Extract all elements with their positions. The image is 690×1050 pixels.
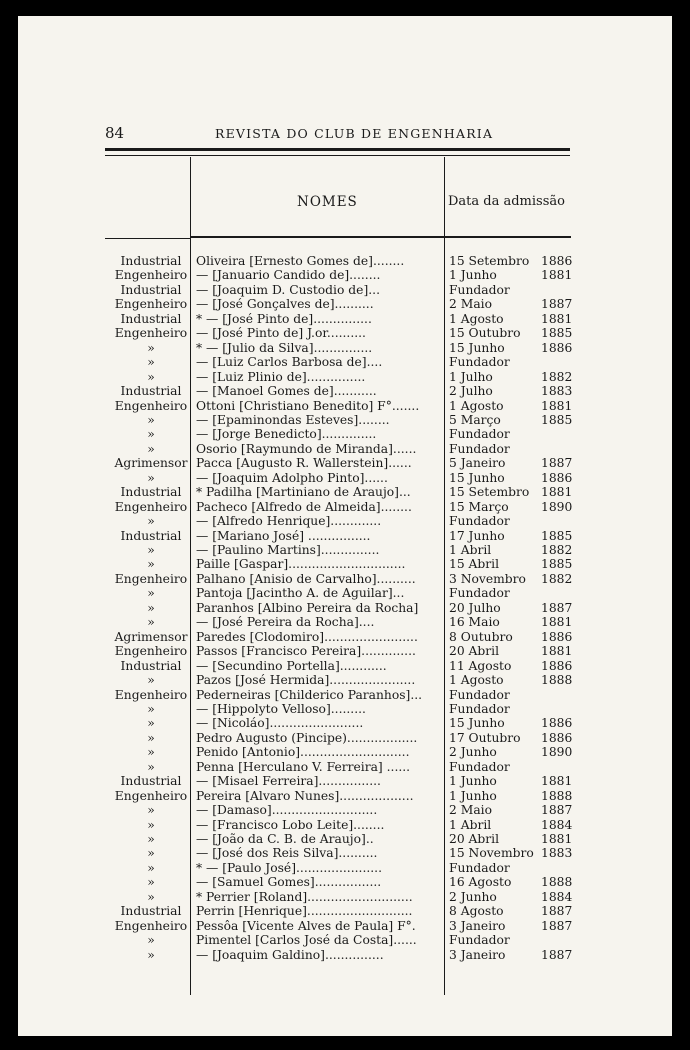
admission-year-cell: 1881 [541,398,573,413]
name-cell: Penna [Herculano V. Ferreira] ...... [196,759,411,774]
admission-date-cell: 3 Novembro [449,571,526,586]
name-cell: — [Luiz Plinio de]............... [196,369,366,384]
profession-cell: » [147,470,155,485]
profession-cell: » [147,557,155,572]
admission-date-cell: 1 Julho [449,369,493,384]
admission-year-cell: 1890 [541,745,573,760]
profession-cell: Engenheiro [114,644,188,659]
admission-date-cell: 20 Julho [449,600,501,615]
table-row [18,572,672,586]
table-row [18,731,672,745]
profession-cell: Industrial [120,311,182,326]
table-row [18,890,672,904]
name-cell: Paredes [Clodomiro]........................ [196,629,418,644]
profession-cell: Engenheiro [114,918,188,933]
table-row [18,644,672,658]
admission-year-cell: 1882 [541,571,573,586]
table-row [18,427,672,441]
admission-date-cell: 15 Junho [449,340,505,355]
profession-cell: Industrial [120,904,182,919]
profession-cell: » [147,543,155,557]
admission-year-cell: 1882 [541,543,573,557]
name-cell: — [José Pinto de] J.or.......... [196,326,366,341]
table-row [18,471,672,485]
admission-year-cell: 1884 [541,889,573,904]
name-cell: Pimentel [Carlos José da Costa]...... [196,933,417,948]
admission-date-cell: Fundador [449,282,510,297]
name-cell: — [João da C. B. de Araujo].. [196,832,374,846]
profession-cell: » [147,730,155,745]
admission-date-cell: 20 Abril [449,832,500,846]
admission-year-cell: 1886 [541,658,573,673]
admission-date-cell: 3 Janeiro [449,918,506,933]
name-cell: Palhano [Anisio de Carvalho].......... [196,571,416,586]
profession-cell: Agrimensor [114,629,188,644]
table-row [18,341,672,355]
table-top-rule-thick [105,148,570,151]
table-row [18,254,672,268]
admission-date-cell: 1 Agosto [449,398,504,413]
admission-year-cell: 1888 [541,788,573,803]
name-cell: — [Paulino Martins]............... [196,543,380,557]
profession-cell: Industrial [120,528,182,543]
admission-year-cell: 1887 [541,904,573,919]
admission-date-cell: 1 Junho [449,774,497,789]
admission-date-cell: 16 Maio [449,615,500,630]
name-cell: — [Samuel Gomes]................. [196,875,382,890]
profession-cell: » [147,759,155,774]
admission-date-cell: 3 Janeiro [449,947,506,962]
name-cell: — [Mariano José] ................ [196,528,371,543]
table-row [18,268,672,282]
admission-date-cell: 1 Abril [449,543,492,557]
profession-cell: Engenheiro [114,788,188,803]
admission-date-cell: 5 Março [449,412,501,427]
admission-year-cell: 1886 [541,716,573,731]
table-row [18,818,672,832]
profession-cell: Industrial [120,485,182,500]
table-row [18,919,672,933]
name-cell: — [Secundino Portella]............ [196,658,387,673]
name-cell: Perrin [Henrique]........................... [196,904,413,919]
table-row [18,948,672,962]
profession-cell: » [147,441,155,456]
name-cell: Osorio [Raymundo de Miranda]...... [196,441,417,456]
admission-date-cell: Fundador [449,586,510,601]
table-row [18,760,672,774]
column-header-admission: Data da admissão [448,194,565,209]
profession-cell: » [147,875,155,890]
table-row [18,630,672,644]
profession-cell: » [147,673,155,688]
profession-cell: Engenheiro [114,326,188,341]
admission-year-cell: 1887 [541,297,573,312]
table-row [18,384,672,398]
admission-year-cell: 1885 [541,412,573,427]
profession-cell: » [147,412,155,427]
table-row [18,543,672,557]
admission-year-cell: 1883 [541,384,573,399]
admission-year-cell: 1887 [541,600,573,615]
name-cell: Paranhos [Albino Pereira da Rocha] [196,600,419,615]
admission-date-cell: 1 Junho [449,788,497,803]
admission-date-cell: 17 Outubro [449,730,521,745]
profession-cell: » [147,832,155,846]
admission-year-cell: 1885 [541,528,573,543]
name-cell: — [José dos Reis Silva].......... [196,846,378,861]
admission-year-cell: 1886 [541,254,573,268]
admission-date-cell: 2 Junho [449,745,497,760]
name-cell: — [Damaso]........................... [196,803,378,818]
profession-cell: » [147,889,155,904]
name-cell: Pazos [José Hermida]...................... [196,673,416,688]
header-underline-left [105,238,190,239]
admission-date-cell: 2 Julho [449,384,493,399]
table-row [18,326,672,340]
profession-cell: Engenheiro [114,268,188,283]
table-row [18,370,672,384]
table-row [18,933,672,947]
admission-date-cell: Fundador [449,355,510,370]
profession-cell: Engenheiro [114,687,188,702]
name-cell: — [Misael Ferreira]................ [196,774,381,789]
name-cell: Oliveira [Ernesto Gomes de]........ [196,254,405,268]
profession-cell: Industrial [120,384,182,399]
admission-date-cell: Fundador [449,427,510,442]
admission-date-cell: 2 Junho [449,889,497,904]
admission-date-cell: 2 Maio [449,297,492,312]
table-row [18,312,672,326]
admission-year-cell: 1883 [541,846,573,861]
admission-year-cell: 1888 [541,673,573,688]
table-row [18,485,672,499]
admission-year-cell: 1881 [541,268,573,283]
admission-year-cell: 1887 [541,456,573,471]
name-cell: — [Epaminondas Esteves]........ [196,412,390,427]
admission-year-cell: 1887 [541,918,573,933]
name-cell: Passos [Francisco Pereira].............. [196,644,416,659]
admission-date-cell: 17 Junho [449,528,505,543]
name-cell: — [Manoel Gomes de]........... [196,384,377,399]
admission-year-cell: 1881 [541,644,573,659]
table-row [18,413,672,427]
admission-date-cell: 1 Agosto [449,311,504,326]
profession-cell: Engenheiro [114,499,188,514]
admission-year-cell: 1886 [541,730,573,745]
profession-cell: » [147,514,155,529]
name-cell: Pessôa [Vicente Alves de Paula] F°. [196,918,416,933]
name-cell: — [Hippolyto Velloso]......... [196,701,366,716]
table-row [18,904,672,918]
admission-date-cell: 11 Agosto [449,658,512,673]
name-cell: — [José Pereira da Rocha].... [196,615,375,630]
profession-cell: Engenheiro [114,297,188,312]
table-row [18,586,672,600]
admission-date-cell: 1 Agosto [449,673,504,688]
profession-cell: » [147,860,155,875]
table-row [18,355,672,369]
admission-date-cell: 1 Junho [449,268,497,283]
table-top-rule-thin [105,155,570,156]
table-row [18,283,672,297]
name-cell: — [José Gonçalves de].......... [196,297,374,312]
profession-cell: » [147,701,155,716]
name-cell: * — [Paulo José]...................... [196,860,382,875]
admission-year-cell: 1881 [541,311,573,326]
profession-cell: Industrial [120,282,182,297]
admission-year-cell: 1884 [541,817,573,832]
admission-date-cell: 2 Maio [449,803,492,818]
table-row [18,557,672,571]
admission-year-cell: 1885 [541,557,573,572]
name-cell: — [Jorge Benedicto].............. [196,427,377,442]
table-row [18,673,672,687]
admission-date-cell: 15 Outubro [449,326,521,341]
admission-year-cell: 1888 [541,875,573,890]
admission-year-cell: 1886 [541,629,573,644]
table-row [18,442,672,456]
admission-date-cell: 15 Abril [449,557,500,572]
name-cell: Pedro Augusto (Pincipe).................. [196,730,418,745]
profession-cell: » [147,427,155,442]
profession-cell: » [147,340,155,355]
profession-cell: » [147,369,155,384]
name-cell: * — [José Pinto de]............... [196,311,372,326]
admission-date-cell: 1 Abril [449,817,492,832]
admission-year-cell: 1885 [541,326,573,341]
table-row [18,500,672,514]
profession-cell: » [147,803,155,818]
admission-date-cell: 5 Janeiro [449,456,506,471]
table-row [18,529,672,543]
admission-date-cell: 16 Agosto [449,875,512,890]
profession-cell: » [147,716,155,731]
profession-cell: » [147,846,155,861]
page-number: 84 [105,124,125,142]
name-cell: — [Francisco Lobo Leite]........ [196,817,385,832]
name-cell: * Padilha [Martiniano de Araujo]... [196,485,411,500]
name-cell: Pederneiras [Childerico Paranhos]... [196,687,423,702]
table-row [18,399,672,413]
admission-date-cell: 15 Março [449,499,509,514]
profession-cell: » [147,817,155,832]
profession-cell: Industrial [120,774,182,789]
name-cell: — [Alfredo Henrique]............. [196,514,382,529]
admission-year-cell: 1881 [541,774,573,789]
admission-date-cell: Fundador [449,759,510,774]
admission-date-cell: Fundador [449,441,510,456]
table-row [18,774,672,788]
table-row [18,832,672,846]
column-header-names: NOMES [297,194,358,210]
profession-cell: » [147,615,155,630]
table-row [18,659,672,673]
admission-date-cell: Fundador [449,860,510,875]
name-cell: — [Joaquim D. Custodio de]... [196,282,380,297]
profession-cell: » [147,355,155,370]
admission-year-cell: 1886 [541,340,573,355]
name-cell: — [Joaquim Adolpho Pinto]...... [196,470,388,485]
table-row [18,688,672,702]
admission-year-cell: 1881 [541,832,573,846]
table-row [18,615,672,629]
table-row [18,514,672,528]
admission-year-cell: 1882 [541,369,573,384]
header-underline-right [191,236,571,238]
table-row [18,601,672,615]
admission-date-cell: Fundador [449,933,510,948]
table-row [18,716,672,730]
admission-year-cell: 1890 [541,499,573,514]
name-cell: Ottoni [Christiano Benedito] F°....... [196,398,420,413]
profession-cell: » [147,586,155,601]
profession-cell: Engenheiro [114,571,188,586]
table-row [18,789,672,803]
name-cell: — [Nicoláo]........................ [196,716,364,731]
table-row [18,875,672,889]
admission-year-cell: 1887 [541,947,573,962]
admission-year-cell: 1886 [541,470,573,485]
profession-cell: Industrial [120,254,182,268]
profession-cell: Engenheiro [114,398,188,413]
profession-cell: » [147,600,155,615]
table-row [18,846,672,860]
name-cell: Pacheco [Alfredo de Almeida]........ [196,499,412,514]
book-page [18,16,672,1036]
admission-date-cell: 15 Setembro [449,254,530,268]
admission-year-cell: 1881 [541,485,573,500]
table-row [18,297,672,311]
admission-date-cell: 15 Junho [449,470,505,485]
name-cell: Pantoja [Jacintho A. de Aguilar]... [196,586,405,601]
admission-year-cell: 1881 [541,615,573,630]
name-cell: — [Joaquim Galdino]............... [196,947,384,962]
admission-date-cell: Fundador [449,687,510,702]
profession-cell: Industrial [120,658,182,673]
running-title: REVISTA DO CLUB DE ENGENHARIA [215,126,494,141]
name-cell: Paille [Gaspar].............................. [196,557,406,572]
admission-date-cell: 8 Outubro [449,629,513,644]
admission-date-cell: 20 Abril [449,644,500,659]
admission-date-cell: 8 Agosto [449,904,504,919]
admission-date-cell: Fundador [449,701,510,716]
table-row [18,803,672,817]
name-cell: * — [Julio da Silva]............... [196,340,373,355]
admission-date-cell: 15 Setembro [449,485,530,500]
profession-cell: » [147,933,155,948]
profession-cell: Agrimensor [114,456,188,471]
admission-year-cell: 1887 [541,803,573,818]
name-cell: Pereira [Alvaro Nunes]................... [196,788,414,803]
name-cell: — [Luiz Carlos Barbosa de].... [196,355,383,370]
profession-cell: » [147,947,155,962]
profession-cell: » [147,745,155,760]
admission-date-cell: 15 Novembro [449,846,534,861]
table-row [18,456,672,470]
name-cell: — [Januario Candido de]........ [196,268,381,283]
name-cell: * Perrier [Roland]........................... [196,889,413,904]
page-header [18,124,672,144]
name-cell: Penido [Antonio]............................ [196,745,410,760]
table-row [18,745,672,759]
name-cell: Pacca [Augusto R. Wallerstein]...... [196,456,412,471]
admission-date-cell: 15 Junho [449,716,505,731]
table-row [18,702,672,716]
admission-date-cell: Fundador [449,514,510,529]
table-row [18,861,672,875]
